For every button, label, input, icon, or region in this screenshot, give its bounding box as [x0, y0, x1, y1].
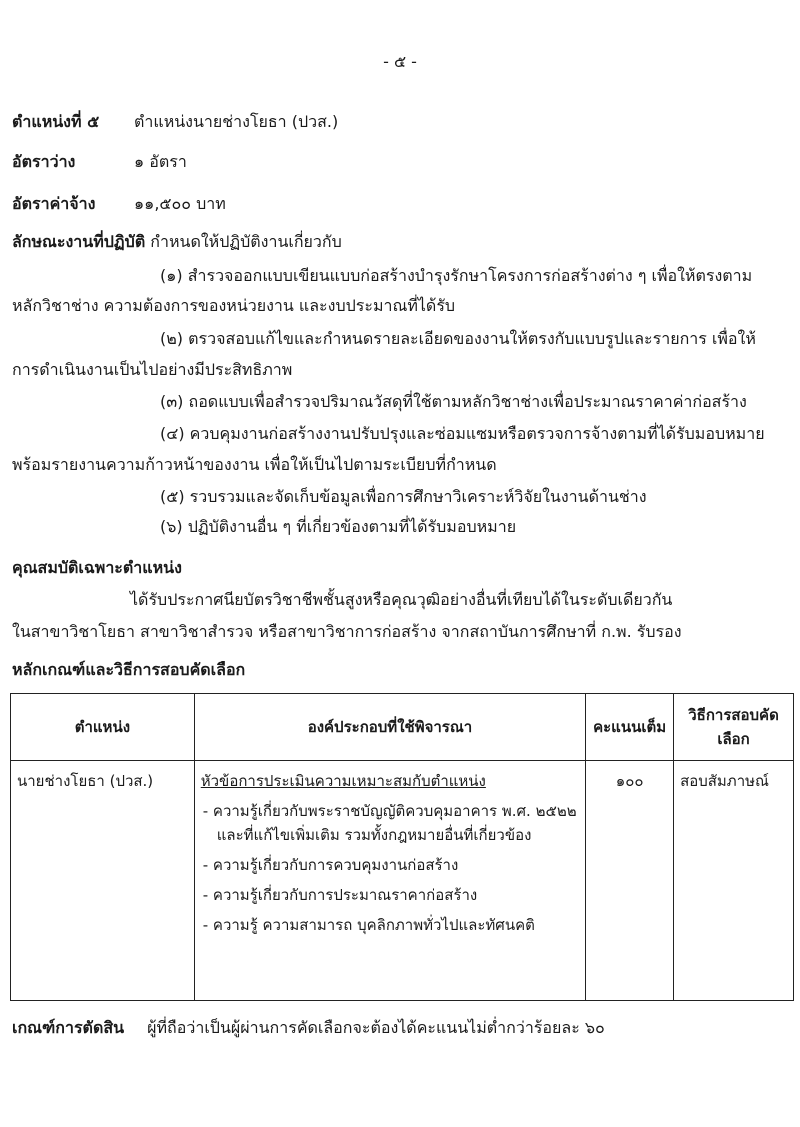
header-method: วิธีการสอบคัดเลือก: [674, 694, 794, 761]
decision-value: ผู้ที่ถือว่าเป็นผู้ผ่านการคัดเลือกจะต้องได้คะแนนไม่ต่ำกว่าร้อยละ ๖๐: [147, 1018, 605, 1037]
cell-method: สอบสัมภาษณ์: [674, 761, 794, 1001]
duty-line: (๕) รวบรวมและจัดเก็บข้อมูลเพื่อการศึกษาวิเคราะห์วิจัยในงานด้านช่าง: [160, 487, 647, 506]
duty-line: (๒) ตรวจสอบแก้ไขและกำหนดรายละเอียดของงานให้ตรงกับแบบรูปและรายการ เพื่อให้: [160, 329, 756, 348]
qualifications-line: ได้รับประกาศนียบัตรวิชาชีพชั้นสูงหรือคุณวุฒิอย่างอื่นที่เทียบได้ในระดับเดียวกัน: [130, 590, 673, 609]
position-label: ตำแหน่งที่ ๕: [12, 112, 100, 131]
duty-line: พร้อมรายงานความก้าวหน้าของงาน เพื่อให้เป็นไปตามระเบียบที่กำหนด: [12, 455, 497, 474]
position-value: ตำแหน่งนายช่างโยธา (ปวส.): [134, 112, 339, 131]
duties-intro: กำหนดให้ปฏิบัติงานเกี่ยวกับ: [150, 232, 342, 251]
duty-line: หลักวิชาช่าง ความต้องการของหน่วยงาน และงบประมาณที่ได้รับ: [12, 296, 456, 315]
qualifications-label: คุณสมบัติเฉพาะตำแหน่ง: [12, 558, 182, 577]
criteria-heading: หัวข้อการประเมินความเหมาะสมกับตำแหน่ง: [200, 772, 486, 790]
header-score: คะแนนเต็ม: [586, 694, 674, 761]
table-header-row: [11, 694, 794, 761]
page-number: - ๕ -: [383, 52, 417, 71]
position-row: [12, 110, 339, 134]
duty-line: (๑) สำรวจออกแบบเขียนแบบก่อสร้างบำรุงรักษาโครงการก่อสร้างต่าง ๆ เพื่อให้ตรงตาม: [160, 266, 753, 285]
criteria-table: [10, 693, 794, 1001]
salary-value: ๑๑,๕๐๐ บาท: [134, 194, 226, 213]
duty-line: (๖) ปฏิบัติงานอื่น ๆ ที่เกี่ยวข้องตามที่ได้รับมอบหมาย: [160, 517, 517, 536]
criteria-label: หลักเกณฑ์และวิธีการสอบคัดเลือก: [12, 660, 246, 679]
duty-line: (๔) ควบคุมงานก่อสร้างงานปรับปรุงและซ่อมแซมหรือตรวจการจ้างตามที่ได้รับมอบหมาย: [160, 424, 765, 443]
duty-line: การดำเนินงานเป็นไปอย่างมีประสิทธิภาพ: [12, 360, 293, 379]
cell-position: นายช่างโยธา (ปวส.): [11, 761, 195, 1001]
cell-score: ๑๐๐: [586, 761, 674, 1001]
criteria-item: - ความรู้เกี่ยวกับพระราชบัญญัติควบคุมอาคาร พ.ศ. ๒๕๒๒ และที่แก้ไขเพิ่มเติม รวมทั้งกฎหมายอื่นที่เกี่ยวข้อง: [202, 802, 577, 844]
qualifications-line: ในสาขาวิชาโยธา สาขาวิชาสำรวจ หรือสาขาวิชาการก่อสร้าง จากสถาบันการศึกษาที่ ก.พ. รับรอง: [12, 622, 682, 641]
salary-label: อัตราค่าจ้าง: [12, 194, 96, 213]
header-elements: องค์ประกอบที่ใช้พิจารณา: [194, 694, 585, 761]
table-row: [11, 761, 794, 1001]
decision-row: [12, 1016, 605, 1040]
cell-elements: [194, 761, 585, 1001]
decision-label: เกณฑ์การตัดสิน: [12, 1018, 125, 1037]
vacancy-label: อัตราว่าง: [12, 152, 76, 171]
criteria-item: - ความรู้เกี่ยวกับการประมาณราคาก่อสร้าง: [202, 886, 478, 904]
duties-heading: [12, 230, 342, 254]
vacancy-value: ๑ อัตรา: [134, 152, 187, 171]
duty-line: (๓) ถอดแบบเพื่อสำรวจปริมาณวัสดุที่ใช้ตามหลักวิชาช่างเพื่อประมาณราคาค่าก่อสร้าง: [160, 392, 747, 411]
vacancy-row: [12, 150, 187, 174]
criteria-item: - ความรู้เกี่ยวกับการควบคุมงานก่อสร้าง: [202, 856, 459, 874]
header-position: ตำแหน่ง: [11, 694, 195, 761]
criteria-item: - ความรู้ ความสามารถ บุคลิกภาพทั่วไปและทัศนคติ: [202, 916, 535, 934]
salary-row: [12, 192, 226, 216]
duties-label: ลักษณะงานที่ปฏิบัติ: [12, 232, 146, 251]
